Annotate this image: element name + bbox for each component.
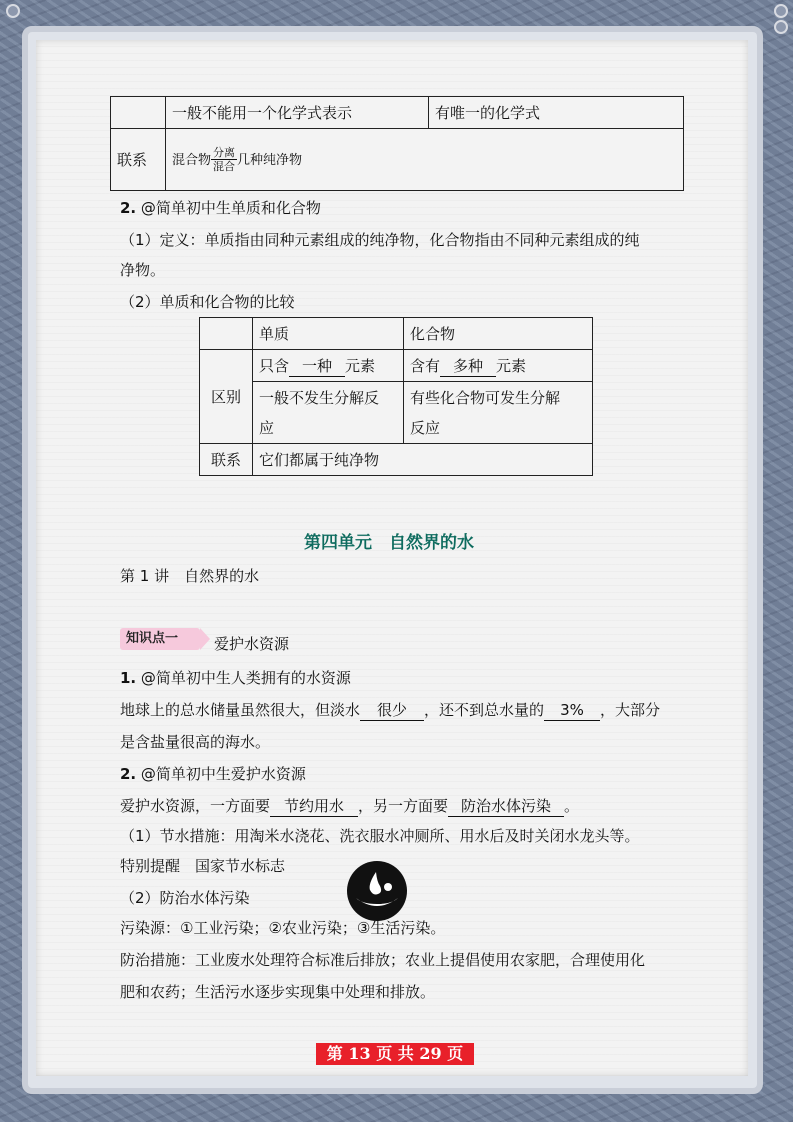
- water-saving-logo-icon: [346, 860, 408, 922]
- relation-bottom-label: 混合: [213, 160, 236, 173]
- fill-blank-answer: 多种: [440, 355, 496, 377]
- paragraph-line: 防治措施：工业废水处理符合标准后排放；农业上提倡使用农家肥，合理使用化: [120, 951, 646, 969]
- text: ，还不到总水量的: [424, 701, 545, 719]
- table-header: 单质: [253, 318, 404, 350]
- lecture-title: 第 1 讲 自然界的水: [120, 567, 260, 585]
- table-cell: 它们都属于纯净物: [253, 444, 593, 476]
- text: 。: [564, 797, 580, 815]
- cell-text: 含有: [410, 356, 441, 375]
- paragraph-line: 净物。: [120, 261, 166, 279]
- fill-blank-answer: 防治水体污染: [448, 796, 564, 817]
- section-number: 2.: [120, 765, 137, 783]
- cell-text: 有些化合物可发生分解: [410, 388, 561, 407]
- relation-right: 几种纯净物: [237, 153, 303, 168]
- table-cell: 一般不能用一个化学式表示: [166, 97, 429, 129]
- page-number-footer: 第 13 页 共 29 页: [316, 1043, 474, 1065]
- fill-blank-answer: 很少: [360, 700, 424, 721]
- cell-text: 一般不发生分解反: [259, 388, 380, 407]
- cell-text: 反应: [410, 418, 441, 437]
- paragraph-line: [120, 796, 579, 817]
- table-row-label: 区别: [200, 350, 253, 444]
- paragraph-line: 是含盐量很高的海水。: [120, 733, 271, 751]
- paragraph-line: 污染源：①工业污染；②农业污染；③生活污染。: [120, 919, 446, 937]
- table-row-label: 联系: [200, 444, 253, 476]
- paragraph-line: （2）单质和化合物的比较: [120, 293, 295, 311]
- cell-text: 只含: [259, 356, 290, 375]
- text: 爱护水资源，一方面要: [120, 797, 271, 815]
- section-heading: [120, 668, 351, 688]
- table-cell: [404, 382, 593, 444]
- paragraph-line: （1）节水措施：用淘米水浇花、洗衣服水冲厕所、用水后及时关闭水龙头等。: [120, 827, 640, 845]
- knowledge-title: 爱护水资源: [214, 635, 290, 653]
- table-cell: 有唯一的化学式: [429, 97, 684, 129]
- relation-arrow: [211, 146, 237, 173]
- text: ，另一方面要: [358, 797, 449, 815]
- paragraph-line: 肥和农药；生活污水逐步实现集中处理和排放。: [120, 983, 436, 1001]
- paragraph-line: [120, 700, 660, 721]
- fill-blank-answer: 一种: [289, 355, 345, 377]
- element-compound-table: [199, 317, 593, 476]
- section-number: 1.: [120, 669, 137, 687]
- text: ，大部分: [600, 701, 661, 719]
- section-title: @简单初中生人类拥有的水资源: [140, 669, 351, 687]
- paragraph-line: （2）防治水体污染: [120, 889, 250, 907]
- text: 地球上的总水储量虽然很大，但淡水: [120, 701, 361, 719]
- section-title: @简单初中生单质和化合物: [140, 199, 321, 217]
- cell-text: 元素: [496, 356, 527, 375]
- table-header: 化合物: [404, 318, 593, 350]
- table-row-label: 联系: [111, 129, 166, 191]
- cell-text: 元素: [345, 356, 376, 375]
- section-heading: [120, 764, 306, 784]
- unit-title: 第四单元 自然界的水: [304, 533, 474, 553]
- fill-blank-answer: 3%: [544, 700, 600, 721]
- table-cell: [253, 382, 404, 444]
- section-number: 2.: [120, 199, 137, 217]
- relation-cell: [166, 129, 684, 191]
- paragraph-line: （1）定义：单质指由同种元素组成的纯净物，化合物指由不同种元素组成的纯: [120, 231, 640, 249]
- table-cell: [200, 318, 253, 350]
- section-title: @简单初中生爱护水资源: [140, 765, 306, 783]
- comparison-table-top: [110, 96, 684, 191]
- section-heading: [120, 198, 321, 218]
- table-cell: [253, 350, 404, 382]
- relation-left: 混合物: [172, 153, 212, 168]
- fill-blank-answer: 节约用水: [270, 796, 358, 817]
- table-cell: [111, 97, 166, 129]
- cell-text: 应: [259, 418, 275, 437]
- relation-top-label: 分离: [213, 146, 236, 159]
- table-cell: [404, 350, 593, 382]
- paragraph-line: 特别提醒 国家节水标志: [120, 857, 286, 875]
- knowledge-point-badge: 知识点一: [120, 628, 200, 650]
